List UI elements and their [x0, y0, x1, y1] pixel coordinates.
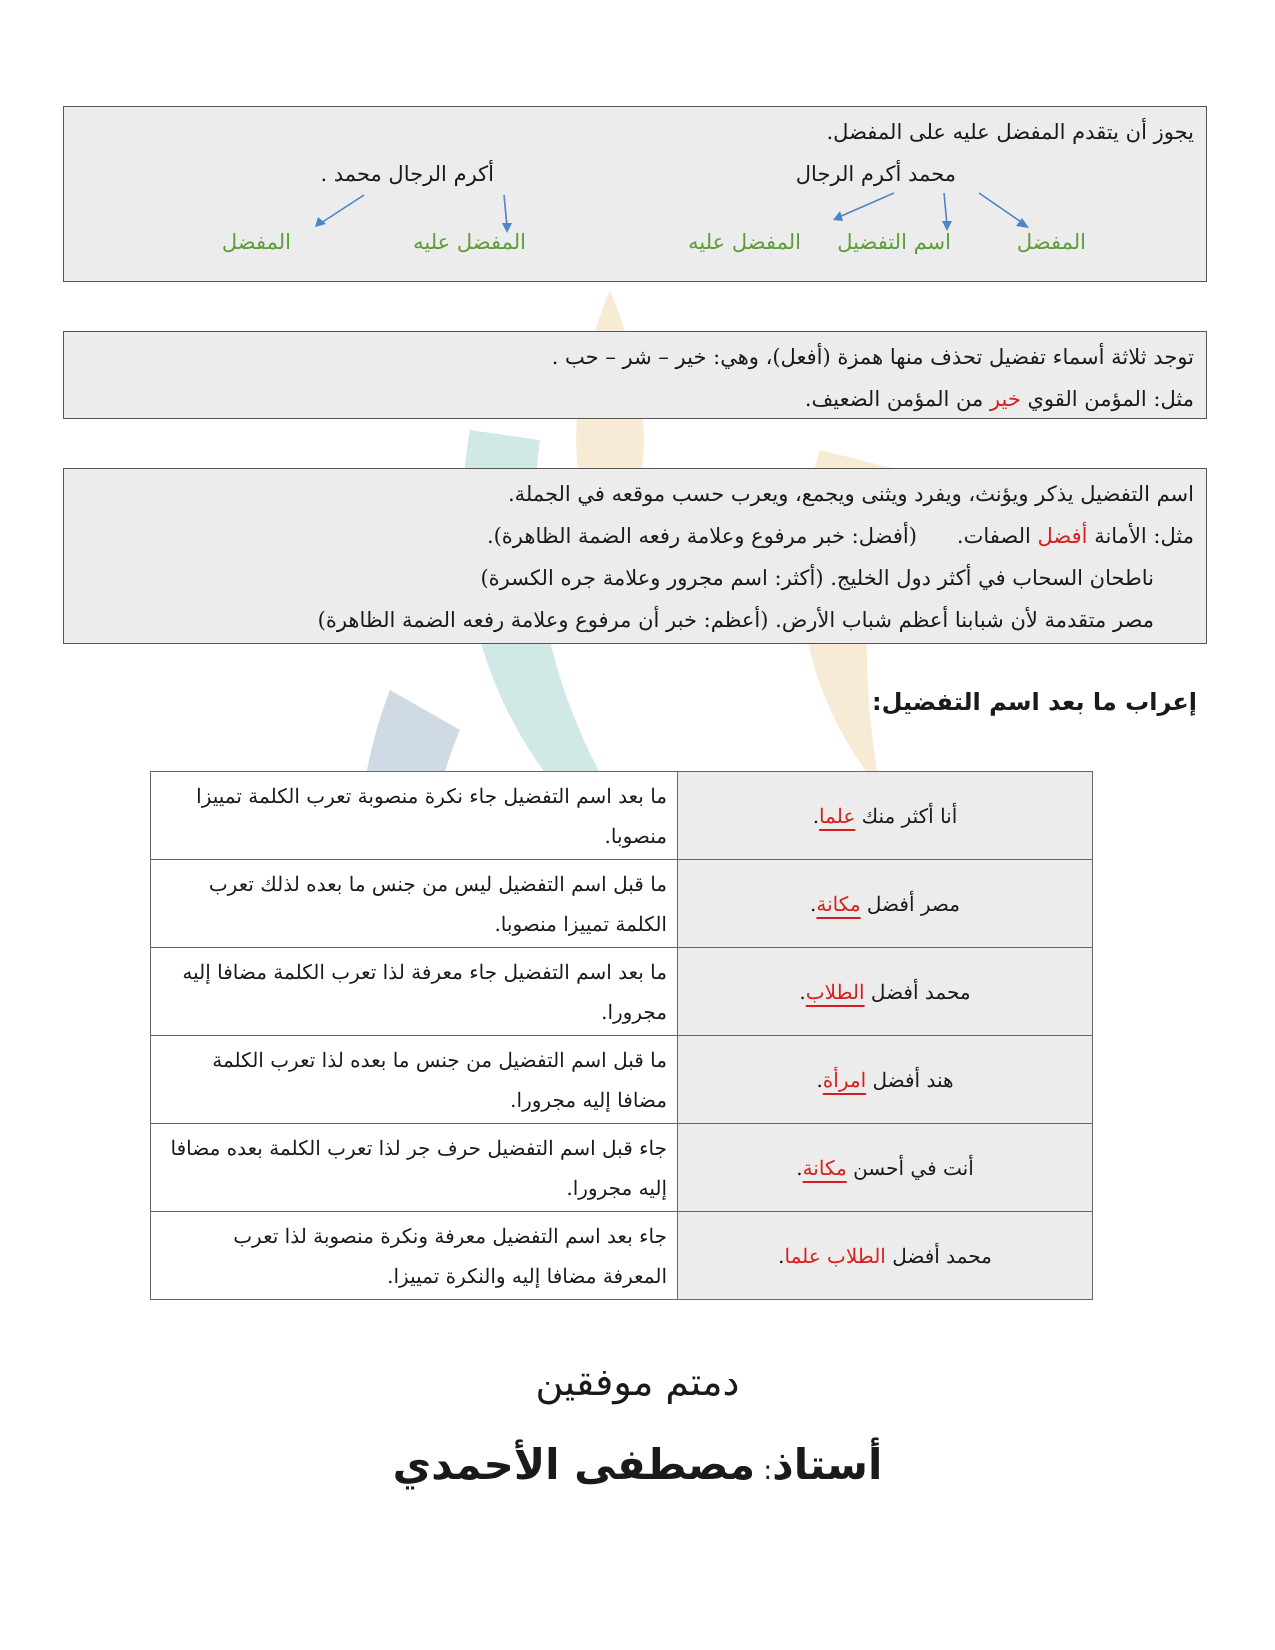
table-row — [151, 860, 1093, 948]
label-mufaddal-alayh-a: المفضل عليه — [688, 230, 801, 254]
table-row — [151, 772, 1093, 860]
closing-wish: دمتم موفقين — [535, 1360, 740, 1404]
table-row — [151, 948, 1093, 1036]
table-row — [151, 1212, 1093, 1300]
highlight-word: امرأة — [822, 1067, 867, 1092]
note-2: (أكثر: اسم مجرور وعلامة جره الكسرة) — [480, 566, 824, 590]
agreement-example-2: ناطحان السحاب في أكثر دول الخليج. (أكثر: اسم مجرور وعلامة جره الكسرة) — [480, 566, 1154, 590]
highlight-word: الطلاب — [805, 979, 865, 1004]
explanation-cell: جاء قبل اسم التفضيل حرف جر لذا تعرب الكلمة بعده مضافا إليه مجرورا. — [151, 1124, 678, 1212]
hamza-rule: توجد ثلاثة أسماء تفضيل تحذف منها همزة (أفعل)، وهي: خير – شر – حب . — [551, 345, 1194, 369]
explanation-cell: جاء بعد اسم التفضيل معرفة ونكرة منصوبة لذا تعرب المعرفة مضافا إليه والنكرة تمييزا. — [151, 1212, 678, 1300]
note-1: (أفضل: خبر مرفوع وعلامة رفعه الضمة الظاهرة). — [486, 524, 917, 548]
agreement-rule: اسم التفضيل يذكر ويؤنث، ويفرد ويثنى ويجمع، ويعرب حسب موقعه في الجملة. — [507, 482, 1194, 506]
explanation-cell: ما بعد اسم التفضيل جاء معرفة لذا تعرب الكلمة مضافا إليه مجرورا. — [151, 948, 678, 1036]
example-cell: هند أفضل امرأة. — [678, 1036, 1093, 1124]
example-cell: محمد أفضل الطلاب علما. — [678, 1212, 1093, 1300]
agreement-example-1: مثل: الأمانة أفضل الصفات.(أفضل: خبر مرفوع وعلامة رفعه الضمة الظاهرة). — [486, 524, 1194, 548]
parsing-table — [150, 771, 1093, 1300]
box-agreement — [63, 468, 1207, 644]
example-cell: أنت في أحسن مكانة. — [678, 1124, 1093, 1212]
note-3: (أعظم: خبر أن مرفوع وعلامة رفعه الضمة الظاهرة) — [317, 608, 769, 632]
label-mufaddal-a: المفضل — [1016, 230, 1086, 254]
table-row — [151, 1124, 1093, 1212]
explanation-cell: ما قبل اسم التفضيل من جنس ما بعده لذا تعرب الكلمة مضافا إليه مجرورا. — [151, 1036, 678, 1124]
label-mufaddal-b: المفضل — [221, 230, 291, 254]
highlight-word: مكانة — [802, 1155, 847, 1180]
box-precedence — [63, 106, 1207, 282]
box-hamza — [63, 331, 1207, 419]
example-b: أكرم الرجال محمد . — [320, 162, 494, 186]
table-row — [151, 1036, 1093, 1124]
example-cell: محمد أفضل الطلاب. — [678, 948, 1093, 1036]
highlight-khayr: خير — [989, 387, 1021, 411]
teacher-title: أستاذ — [772, 1440, 883, 1489]
agreement-example-3: مصر متقدمة لأن شبابنا أعظم شباب الأرض. (أعظم: خبر أن مرفوع وعلامة رفعه الضمة الظاهرة) — [317, 608, 1154, 632]
example-cell: أنا أكثر منك علما. — [678, 772, 1093, 860]
highlight-word: الطلاب علما — [784, 1243, 886, 1268]
explanation-cell: ما قبل اسم التفضيل ليس من جنس ما بعده لذلك تعرب الكلمة تمييزا منصوبا. — [151, 860, 678, 948]
teacher-name: مصطفى الأحمدي — [392, 1440, 756, 1489]
rule-text: يجوز أن يتقدم المفضل عليه على المفضل. — [826, 120, 1194, 144]
example-a: محمد أكرم الرجال — [795, 162, 956, 186]
hamza-example: مثل: المؤمن القوي خير من المؤمن الضعيف. — [804, 387, 1194, 411]
label-ism-tafdil: اسم التفضيل — [837, 230, 951, 254]
highlight-word: علما — [819, 803, 856, 828]
highlight-word: مكانة — [816, 891, 861, 916]
example-cell: مصر أفضل مكانة. — [678, 860, 1093, 948]
teacher-signature: أستاذ: مصطفى الأحمدي — [392, 1440, 883, 1489]
explanation-cell: ما بعد اسم التفضيل جاء نكرة منصوبة تعرب الكلمة تمييزا منصوبا. — [151, 772, 678, 860]
section-heading: إعراب ما بعد اسم التفضيل: — [871, 688, 1197, 716]
highlight-afdal: أفضل — [1037, 524, 1088, 548]
label-mufaddal-alayh-b: المفضل عليه — [413, 230, 526, 254]
